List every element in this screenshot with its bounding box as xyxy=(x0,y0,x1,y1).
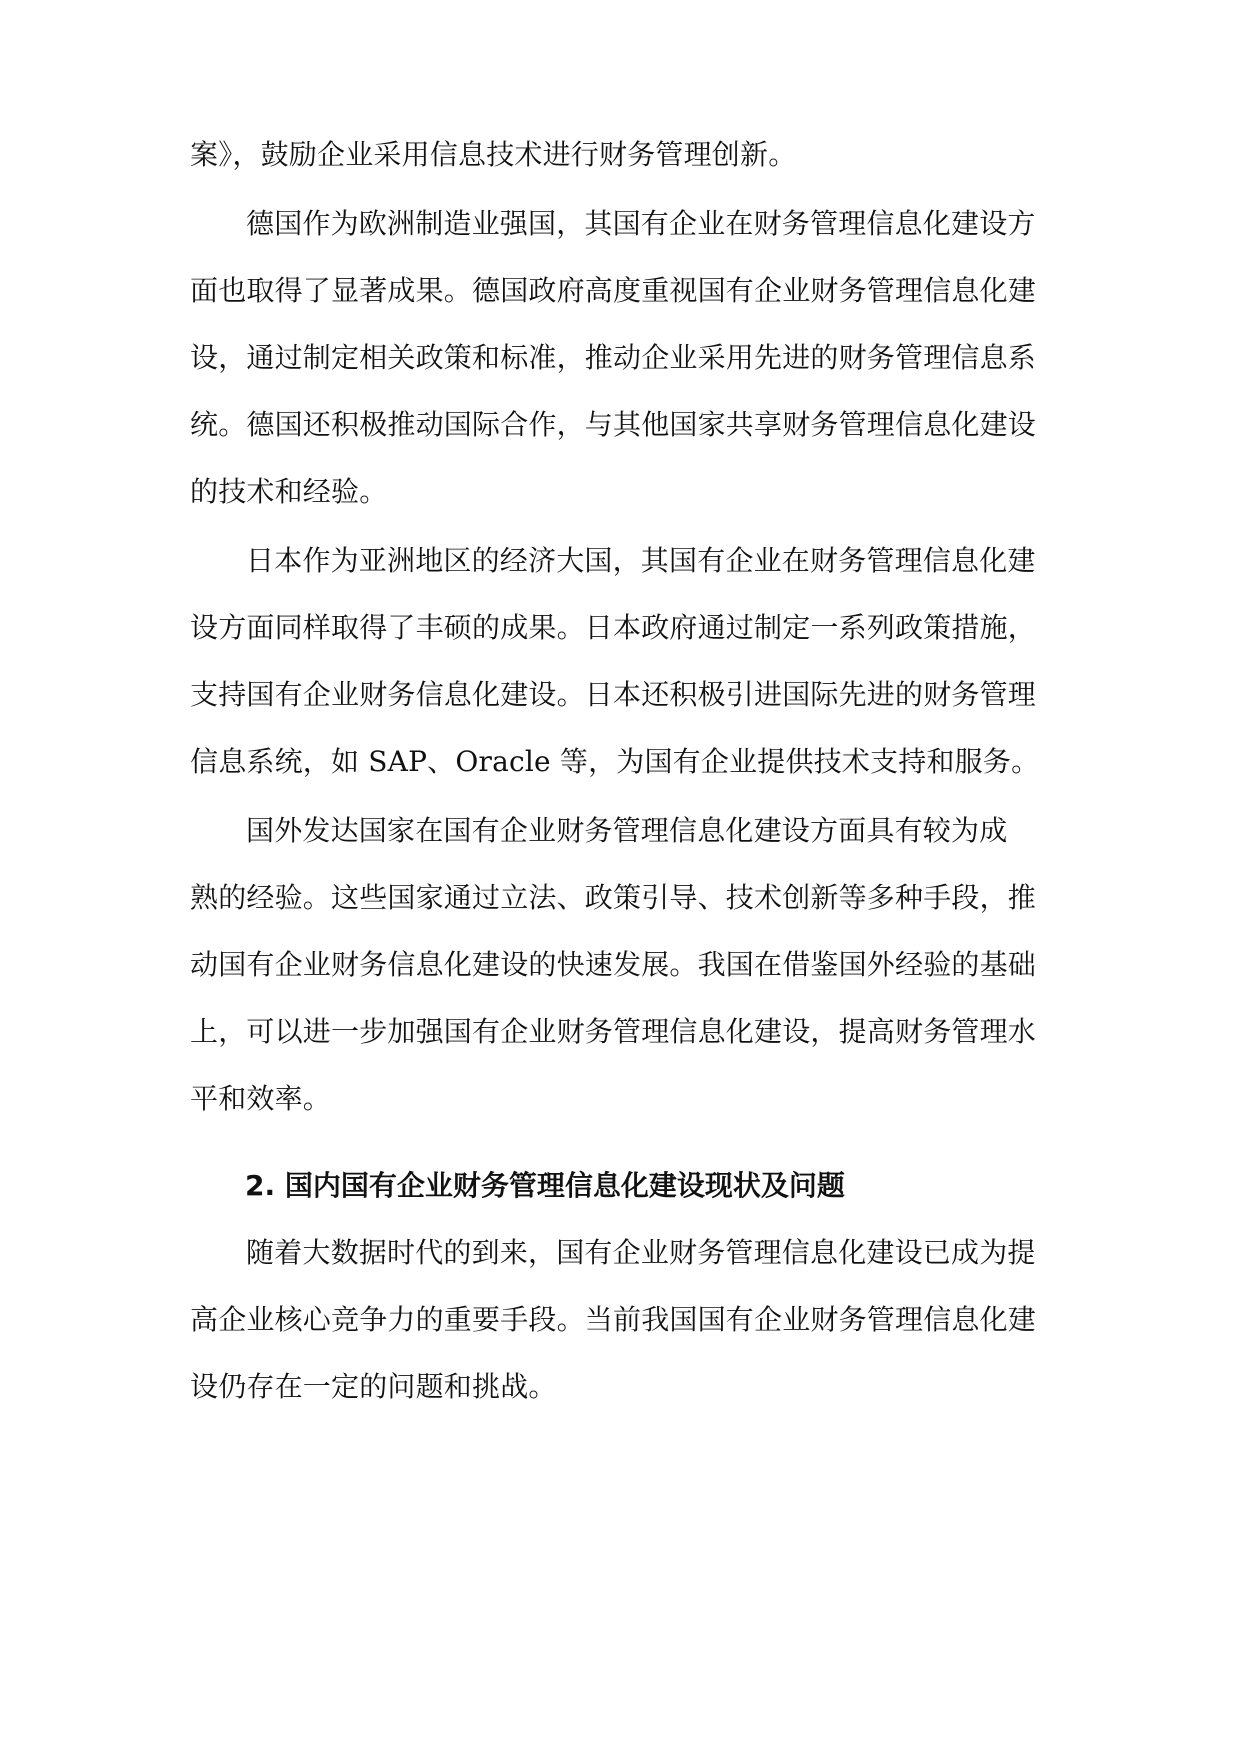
paragraph-line: 德国作为欧洲制造业强国，其国有企业在财务管理信息化建设方 xyxy=(246,207,1036,240)
section-heading: 2. 国内国有企业财务管理信息化建设现状及问题 xyxy=(245,1169,845,1202)
paragraph-line: 面也取得了显著成果。德国政府高度重视国有企业财务管理信息化建 xyxy=(190,274,1037,307)
paragraph-line: 国外发达国家在国有企业财务管理信息化建设方面具有较为成 xyxy=(246,814,1008,847)
paragraph-line: 设仍存在一定的问题和挑战。 xyxy=(190,1370,557,1403)
paragraph-line: 设，通过制定相关政策和标准，推动企业采用先进的财务管理信息系 xyxy=(190,341,1037,374)
paragraph-line: 设方面同样取得了丰硕的成果。日本政府通过制定一系列政策措施， xyxy=(190,611,1037,644)
paragraph-line: 的技术和经验。 xyxy=(190,475,388,508)
paragraph-line: 案》，鼓励企业采用信息技术进行财务管理创新。 xyxy=(190,138,797,171)
paragraph-line: 统。德国还积极推动国际合作，与其他国家共享财务管理信息化建设 xyxy=(190,408,1037,441)
paragraph-line: 上，可以进一步加强国有企业财务管理信息化建设，提高财务管理水 xyxy=(190,1015,1037,1048)
paragraph-line: 支持国有企业财务信息化建设。日本还积极引进国际先进的财务管理 xyxy=(190,678,1037,711)
paragraph-line: 平和效率。 xyxy=(190,1082,332,1115)
paragraph-line: 动国有企业财务信息化建设的快速发展。我国在借鉴国外经验的基础 xyxy=(190,948,1037,981)
paragraph-line: 熟的经验。这些国家通过立法、政策引导、技术创新等多种手段，推 xyxy=(190,881,1037,914)
paragraph-line: 高企业核心竞争力的重要手段。当前我国国有企业财务管理信息化建 xyxy=(190,1303,1037,1336)
paragraph-line: 信息系统，如 SAP、Oracle 等，为国有企业提供技术支持和服务。 xyxy=(190,745,1040,778)
paragraph-line: 随着大数据时代的到来，国有企业财务管理信息化建设已成为提 xyxy=(246,1236,1036,1269)
paragraph-line: 日本作为亚洲地区的经济大国，其国有企业在财务管理信息化建 xyxy=(246,544,1036,577)
